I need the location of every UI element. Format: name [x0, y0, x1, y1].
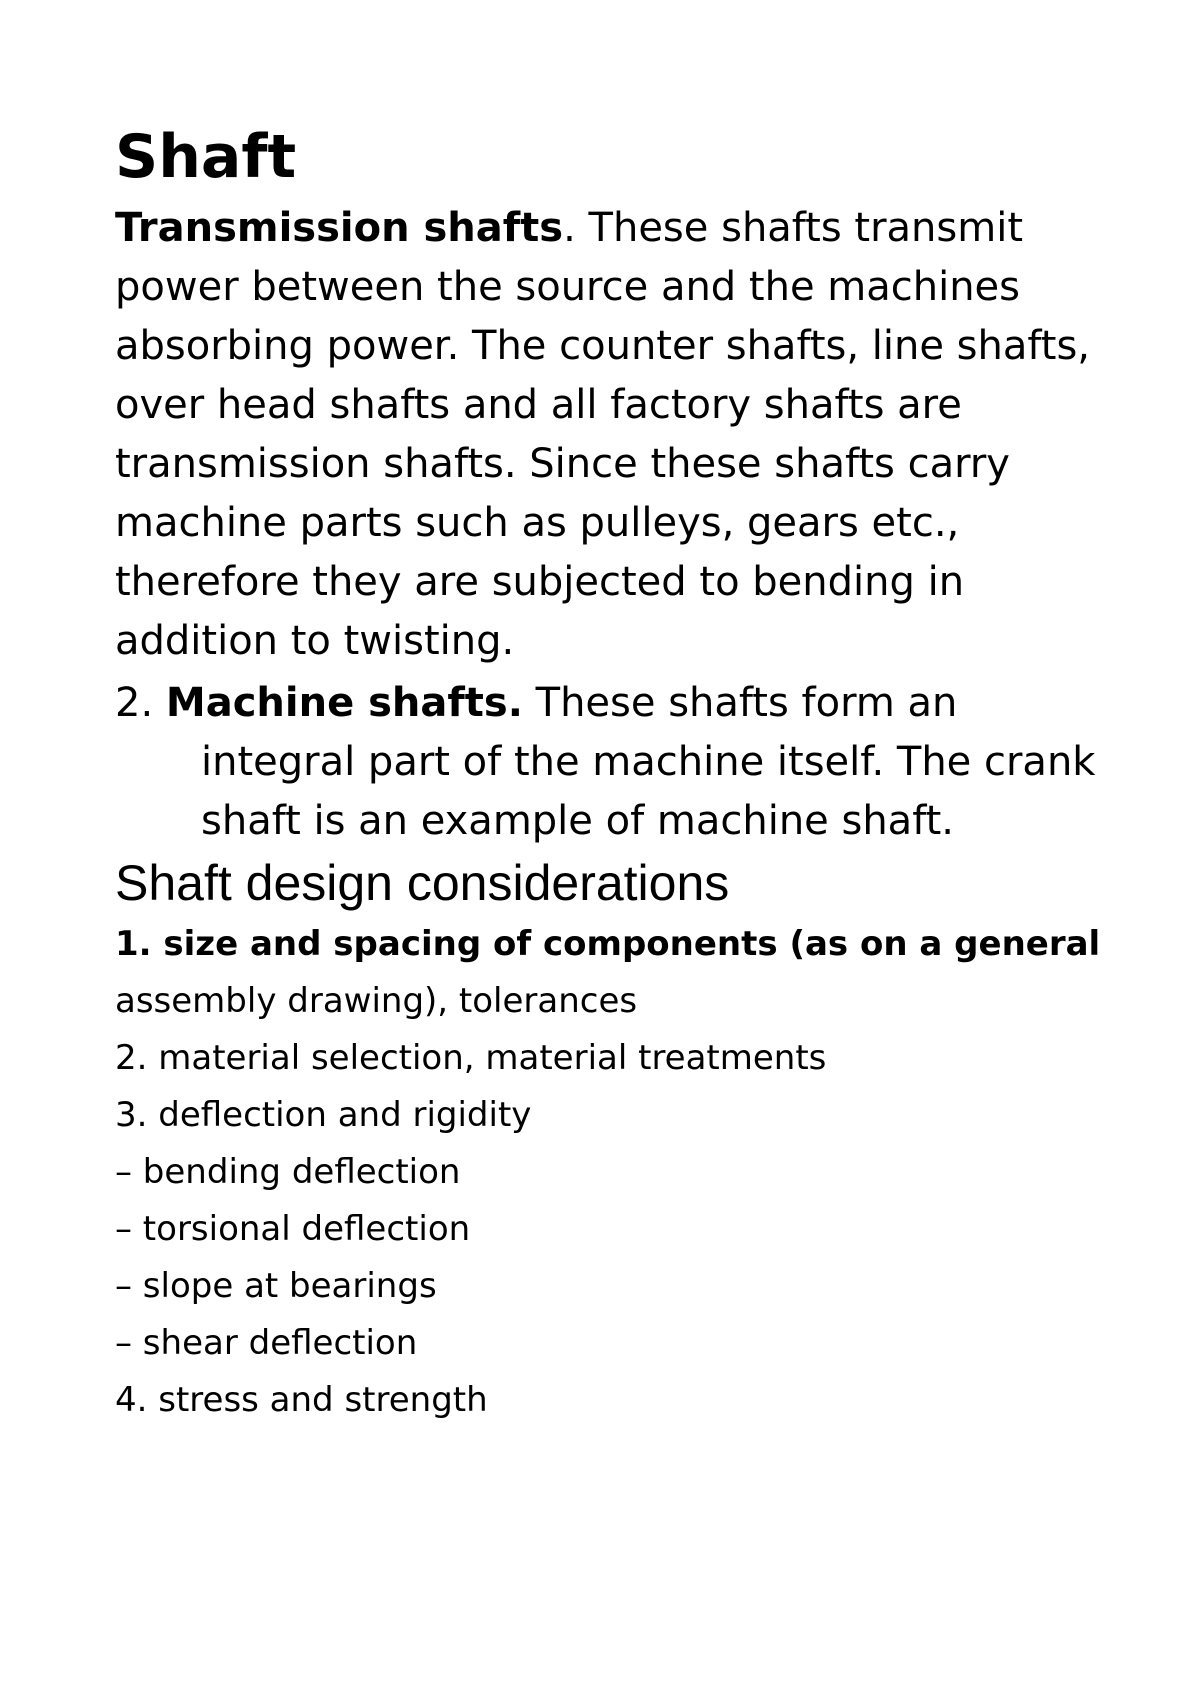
list-item: – slope at bearings — [115, 1266, 437, 1306]
design-considerations-heading: Shaft design considerations — [115, 855, 730, 911]
transmission-shafts-label: Transmission shafts — [115, 205, 564, 251]
list-item: – shear deflection — [115, 1323, 418, 1363]
machine-shafts-label: Machine shafts. — [165, 680, 523, 726]
list-item: – torsional deflection — [115, 1209, 471, 1249]
transmission-shafts-text: . These shafts transmit power between the source and the machines absorbing power. The counter shafts, line shafts, over head shafts and all factory shafts are transmission shafts. Since these shafts carry machine parts such as pulleys, gears etc., therefore they are subjected to bending in addition to twisting. — [115, 205, 1090, 664]
consideration-item-1: 1. size and spacing of components (as on a general — [115, 924, 1101, 964]
list-item: 3. deflection and rigidity — [115, 1095, 532, 1135]
list-item: 2. material selection, material treatments — [115, 1038, 827, 1078]
machine-shafts-number: 2. — [115, 680, 166, 726]
machine-shafts-item — [115, 674, 1115, 851]
list-item: 4. stress and strength — [115, 1380, 488, 1420]
document-title: Shaft — [115, 122, 297, 192]
list-item: assembly drawing), tolerances — [115, 981, 638, 1021]
document-page — [115, 115, 1115, 1429]
transmission-shafts-paragraph — [115, 199, 1115, 671]
considerations-list — [115, 973, 1115, 1429]
machine-shafts-text: These shafts form an integral part of the machine itself. The crank shaft is an example of machine shaft. — [201, 680, 1096, 844]
list-item: – bending deflection — [115, 1152, 461, 1192]
